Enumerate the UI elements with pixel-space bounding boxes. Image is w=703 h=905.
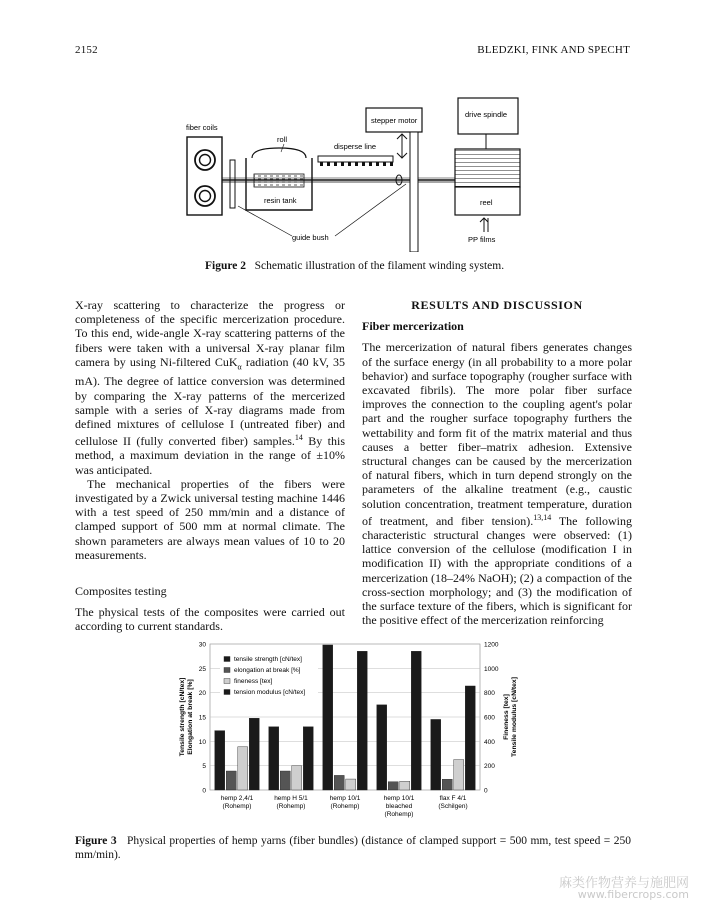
right-tick-label: 1000	[484, 665, 499, 673]
label-pp-films: PP films	[468, 235, 496, 244]
chart-legend	[220, 656, 318, 706]
figure3-caption-text: Physical properties of hemp yarns (fiber bundles) (distance of clamped support = 500 mm, test speed = 250 mm/min).	[75, 835, 631, 861]
bar-3-1	[238, 747, 248, 790]
label-fiber-coils: fiber coils	[186, 123, 218, 132]
figure2-schematic	[180, 94, 525, 252]
left-paragraph-2: The mechanical properties of the fibers were investigated by a Zwick universal testing machine 1446 with a test speed of 250 mm/min and a distance of clamped support of 500 mm at normal climate. The shown parameters are always mean values of 10 to 20 measurements.	[75, 476, 345, 562]
figure2-caption-label: Figure 2	[205, 260, 246, 272]
left-paragraph-1: X-ray scattering to characterize the progress or completeness of the specific mercerization procedure. To this end, wide-angle X-ray scattering patterns of the fibers were taken with a universal X-ray planar film camera by using Ni-filtered CuK$_\alpha$ radiation (40 kV, 35 mA). The degree of lattice conversion was determined by comparing the X-ray patterns of the mercerized sample with a series of X-ray diagrams made from defined mixtures of cellulose I (untreated fiber) and cellulose II (fully converted fiber) samples.$^{14}$ By this method, a maximum deviation in the range of ±10% was anticipated.	[75, 298, 346, 477]
category-label: bleached	[385, 803, 413, 810]
watermark-line2: www.fibercrops.com	[577, 888, 689, 901]
bar-3-5	[454, 760, 464, 790]
composites-testing-heading: Composites testing	[75, 584, 167, 599]
right-axis-label: Fineness [tex]	[503, 694, 510, 740]
bar-4-4	[411, 651, 421, 790]
bar-4-2	[303, 727, 313, 790]
bar-2-3	[334, 775, 344, 790]
bar-1-3	[323, 645, 333, 790]
legend-entry: tensile strength [cN/tex]	[234, 656, 302, 663]
left-tick-label: 20	[198, 690, 206, 698]
fiber-coils	[187, 137, 222, 215]
right-axis-label: Tensile modulus [cN/tex]	[511, 677, 518, 757]
label-resin-tank: resin tank	[264, 196, 297, 205]
left-axis-ticks	[199, 642, 207, 795]
right-column	[362, 298, 632, 627]
left-tick-label: 30	[198, 641, 206, 649]
legend-entry: fineness [tex]	[234, 678, 273, 685]
left-tick-label: 10	[198, 738, 206, 746]
left-tick-label: 25	[198, 665, 206, 673]
category-label: hemp H 5/1	[274, 795, 308, 802]
left-axis-labels	[179, 678, 194, 757]
figure3-caption	[75, 834, 631, 862]
legend-swatch	[224, 657, 230, 662]
left-axis-label: Tensile strength [cN/tex]	[179, 677, 186, 757]
bar-3-3	[346, 779, 356, 790]
page-number: 2152	[75, 44, 98, 56]
bar-4-3	[357, 651, 367, 790]
category-labels	[221, 795, 468, 818]
bar-3-4	[400, 781, 410, 790]
legend-entry: tension modulus [cN/tex]	[234, 689, 306, 696]
legend-swatch	[224, 668, 230, 673]
right-tick-label: 600	[484, 714, 495, 722]
left-column	[75, 298, 345, 634]
right-tick-label: 800	[484, 690, 495, 698]
reel-windings	[455, 149, 520, 187]
bar-2-5	[442, 779, 452, 790]
category-label: (Rohemp)	[384, 811, 414, 818]
subsection-heading: Fiber mercerization	[362, 319, 464, 334]
bar-2-1	[226, 771, 236, 790]
left-paragraph-3: The physical tests of the composites were carried out according to current standards.	[75, 605, 345, 634]
category-label: (Rohemp)	[222, 803, 252, 810]
bar-4-5	[465, 686, 475, 790]
legend-swatch	[224, 690, 230, 695]
category-label: hemp 10/1	[329, 795, 361, 802]
watermark-line1: 麻类作物营养与施肥网	[558, 876, 689, 891]
bar-2-2	[280, 771, 290, 790]
left-axis-label: Elongation at break [%]	[187, 679, 194, 755]
label-roll: roll	[277, 135, 288, 144]
bar-1-1	[215, 731, 225, 790]
left-tick-label: 5	[202, 763, 206, 771]
category-label: (Rohemp)	[276, 803, 306, 810]
right-tick-label: 400	[484, 738, 495, 746]
left-tick-label: 15	[198, 714, 206, 722]
figure2-caption	[205, 259, 504, 273]
legend-swatch	[224, 679, 230, 684]
label-drive-spindle: drive spindle	[465, 110, 508, 119]
right-tick-label: 0	[484, 787, 488, 795]
bar-1-5	[431, 719, 441, 790]
bar-1-2	[269, 727, 279, 790]
running-title: BLEDZKI, FINK AND SPECHT	[477, 44, 630, 56]
right-axis-labels	[503, 677, 518, 757]
label-reel: reel	[480, 198, 493, 207]
label-disperse-line: disperse line	[334, 142, 377, 151]
label-guide-bush: guide bush	[292, 233, 329, 242]
bar-4-1	[249, 718, 259, 790]
category-label: hemp 10/1	[383, 795, 415, 802]
category-label: flax F 4/1	[439, 795, 467, 802]
category-label: (Schilgen)	[438, 803, 468, 810]
figure2-caption-text: Schematic illustration of the filament winding system.	[254, 260, 505, 272]
figure3-chart	[170, 632, 535, 832]
disperse-line	[318, 156, 393, 166]
bar-2-4	[388, 782, 398, 790]
figure3-caption-label: Figure 3	[75, 835, 117, 847]
right-paragraph-1: The mercerization of natural fibers generates changes of the surface energy (in all probability to a more polar behavior) and surface topography (rougher surface with excavated fibrils). The more polar fiber surface improves the connection to the coupling agent's polar part and the rougher surface topography furthers the wettability and form fit of the matrix material and thus causes a better fiber–matrix adhesion. Extensive structural changes can be caused by the mercerization of natural fibers, which in turn depend strongly on the parameters of the alkaline treatment (e.g., caustic solution concentration, treatment temperature, duration of treatment, and fiber tension).$^{13,14}$ The following characteristic structural changes were observed: (1) lattice conversion of the cellulose (modification I in modification II) with the appropriate conditions of a mercerization (18–24% NaOH); (2) a compaction of the cross-section morphology; and (3) the modification of the surface texture of the fibers, which is significant for the positive effect of the mercerization reinforcing	[362, 340, 632, 628]
category-label: (Rohemp)	[330, 803, 360, 810]
bar-1-4	[377, 705, 387, 790]
category-label: hemp 2,4/1	[220, 795, 254, 802]
legend-entry: elongation at break [%]	[234, 667, 301, 674]
left-tick-label: 0	[202, 787, 206, 795]
section-heading: RESULTS AND DISCUSSION	[411, 298, 583, 312]
label-stepper-motor: stepper motor	[371, 116, 418, 125]
right-tick-label: 200	[484, 763, 495, 771]
right-tick-label: 1200	[484, 641, 499, 649]
right-axis-ticks	[484, 642, 499, 795]
bar-3-2	[292, 766, 302, 790]
